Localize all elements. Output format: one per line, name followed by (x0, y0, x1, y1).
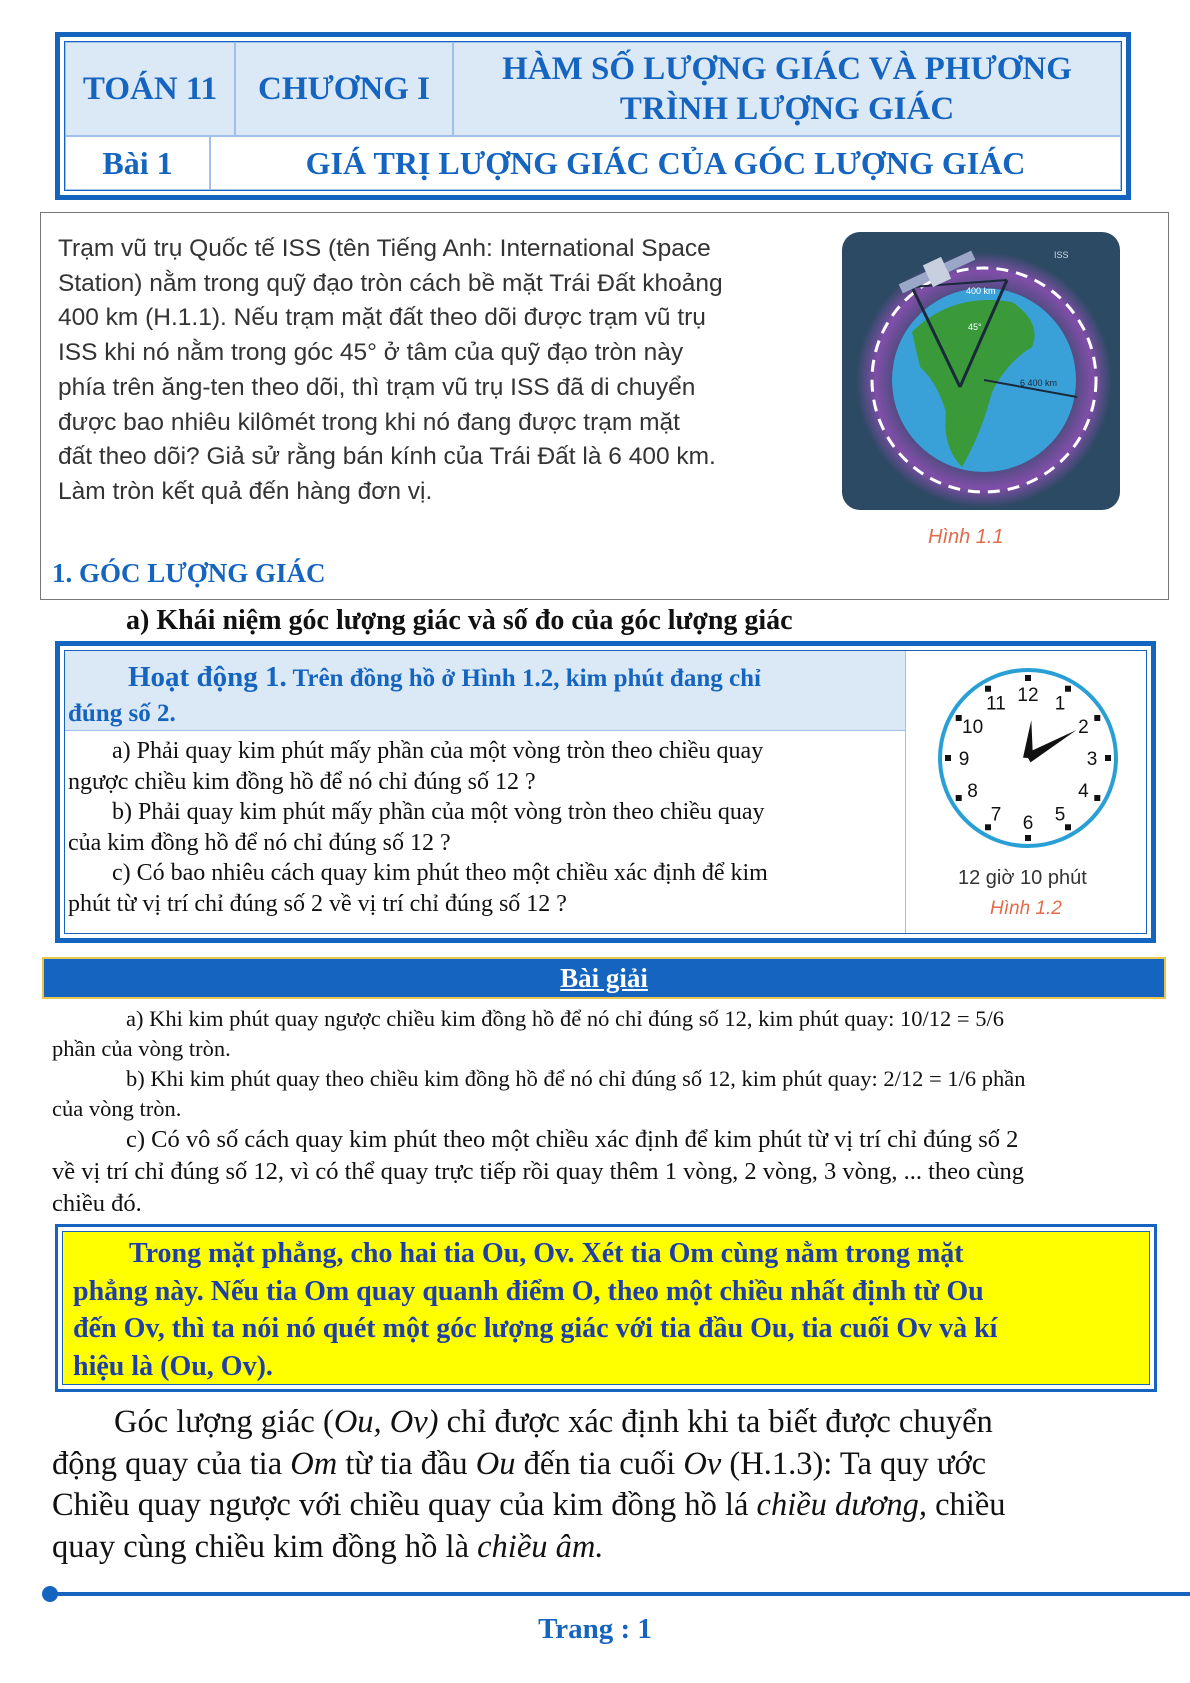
clock-number: 1 (1054, 693, 1066, 715)
definition-line1: Trong mặt phẳng, cho hai tia Ou, Ov. Xét tia Om cùng nằm trong mặt (129, 1238, 964, 1269)
intro-line: được bao nhiêu kilômét trong khi nó đang được trạm mặt (58, 408, 680, 436)
intro-line: Làm tròn kết quả đến hàng đơn vị. (58, 477, 433, 505)
text-run-italic: Ou (475, 1445, 516, 1482)
chapter-title-line1: HÀM SỐ LƯỢNG GIÁC VÀ PHƯƠNG (502, 51, 1072, 87)
clock-number: 12 (1017, 685, 1039, 706)
intro-line: Trạm vũ trụ Quốc tế ISS (tên Tiếng Anh: International Space (58, 235, 711, 262)
clock-tick (1105, 755, 1111, 761)
definition-line3: đến Ov, thì ta nói nó quét một góc lượng giác với tia đầu Ou, tia cuối Ov và kí (73, 1313, 998, 1344)
paragraph-line2 (52, 1444, 1162, 1486)
solution-a-line2: phần của vòng tròn. (52, 1036, 231, 1061)
text-run: từ tia đầu (337, 1445, 476, 1482)
clock-tick (956, 795, 962, 801)
text-run-italic: chiều âm. (477, 1528, 604, 1565)
orientation-paragraph (52, 1402, 1162, 1568)
clock-tick (956, 715, 962, 721)
clock-tick (1094, 715, 1100, 721)
solution-b-line1: b) Khi kim phút quay theo chiều kim đồng hồ để nó chỉ đúng số 12, kim phút quay: 2/12 = 1/6 phần (126, 1066, 1026, 1091)
text-run: đến tia cuối (515, 1445, 684, 1482)
clock-number: 10 (962, 717, 984, 738)
intro-line: phía trên ăng-ten theo dõi, thì trạm vũ trụ ISS đã di chuyển (58, 373, 696, 401)
solution-a (52, 1004, 1172, 1064)
figure-1-2-caption: Hình 1.2 (990, 898, 1062, 919)
clock-number: 3 (1086, 749, 1098, 770)
text-run-italic: Ou, Ov) (333, 1404, 439, 1440)
solution-b (52, 1064, 1172, 1124)
clock-number: 2 (1078, 717, 1089, 738)
text-run: chỉ được xác định khi ta biết được chuyển (438, 1404, 993, 1440)
clock-number: 5 (1054, 804, 1066, 826)
subject-label: TOÁN 11 (65, 42, 235, 136)
page-header (55, 32, 1131, 200)
activity-questions (68, 736, 898, 919)
clock-figure (928, 658, 1128, 858)
question-c-line1: c) Có bao nhiêu cách quay kim phút theo một chiều xác định để kim (112, 860, 768, 886)
clock-time-label: 12 giờ 10 phút (958, 867, 1087, 889)
intro-line: 400 km (H.1.1). Nếu trạm mặt đất theo dõi được trạm vũ trụ (58, 304, 706, 332)
angle-label: 45° (968, 322, 982, 332)
paragraph-line4 (52, 1527, 1162, 1569)
radius-label: 6 400 km (1020, 378, 1058, 388)
activity-header (65, 651, 905, 731)
iss-orbit-figure (842, 232, 1120, 510)
activity-intro-line2: đúng số 2. (68, 700, 176, 727)
intro-problem-text (58, 232, 788, 510)
activity-title (68, 661, 895, 733)
question-a-line1: a) Phải quay kim phút mấy phần của một vòng tròn theo chiều quay (112, 738, 764, 764)
clock-tick (1025, 675, 1031, 681)
solution-title: Bài giải (560, 962, 648, 993)
text-run-italic: Ov (683, 1445, 722, 1482)
solution-c-line1: c) Có vô số cách quay kim phút theo một chiều xác định để kim phút từ vị trí chỉ đúng số 2 (126, 1126, 1019, 1153)
section-heading: 1. GÓC LƯỢNG GIÁC (52, 558, 326, 588)
clock-tick (1065, 824, 1071, 830)
text-run: chiều (927, 1487, 1006, 1523)
intro-line: đất theo dõi? Giả sử rằng bán kính của Trái Đất là 6 400 km. (58, 443, 716, 471)
clock-number: 6 (1022, 813, 1034, 834)
clock-number: 8 (967, 781, 978, 802)
question-b-line1: b) Phải quay kim phút mấy phần của một vòng tròn theo chiều quay (112, 799, 765, 825)
definition-box (55, 1224, 1157, 1392)
activity-label: Hoạt động 1. (128, 661, 287, 693)
footer-rule (40, 1586, 1190, 1602)
clock-number: 9 (958, 749, 970, 770)
definition-line4: hiệu là (Ou, Ov). (73, 1350, 273, 1382)
text-run-italic: Om (290, 1445, 338, 1482)
intro-line: Station) nằm trong quỹ đạo tròn cách bề mặt Trái Đất khoảng (58, 269, 723, 297)
clock-tick (985, 686, 991, 692)
chapter-label: CHƯƠNG I (235, 42, 453, 136)
page-number: Trang : 1 (538, 1613, 652, 1645)
definition-text (73, 1235, 1139, 1385)
text-run: Chiều quay ngược với chiều quay của kim đồng hồ lá (52, 1487, 757, 1523)
clock-number: 4 (1078, 781, 1089, 802)
text-run-italic: chiều dương, (756, 1487, 927, 1523)
chapter-title-line2: TRÌNH LƯỢNG GIÁC (619, 91, 955, 127)
question-a-line2: ngược chiều kim đồng hồ để nó chỉ đúng số 12 ? (68, 768, 536, 795)
clock-number: 11 (986, 693, 1006, 715)
question-b-line2: của kim đồng hồ để nó chỉ đúng số 12 ? (68, 829, 451, 856)
paragraph-line1 (52, 1402, 1162, 1444)
clock-tick (1025, 835, 1031, 841)
text-run: Góc lượng giác ( (114, 1404, 334, 1440)
solution-c-line3: chiều đó. (52, 1190, 142, 1217)
section-subheading: a) Khái niệm góc lượng giác và số đo của góc lượng giác (126, 605, 793, 636)
activity-intro: Trên đồng hồ ở Hình 1.2, kim phút đang chỉ (286, 665, 761, 692)
solution-banner (42, 957, 1166, 999)
clock-tick (945, 755, 951, 761)
lesson-label: Bài 1 (65, 136, 210, 190)
clock-tick (1094, 795, 1100, 801)
definition-line2: phẳng này. Nếu tia Om quay quanh điểm O, theo một chiều nhất định từ Ou (73, 1275, 984, 1307)
solution-a-line1: a) Khi kim phút quay ngược chiều kim đồng hồ để nó chỉ đúng số 12, kim phút quay: 10/12 = 5/6 (126, 1006, 1004, 1031)
lesson-title: GIÁ TRỊ LƯỢNG GIÁC CỦA GÓC LƯỢNG GIÁC (210, 136, 1121, 190)
solution-b-line2: của vòng tròn. (52, 1096, 182, 1121)
text-run: quay cùng chiều kim đồng hồ là (52, 1528, 478, 1565)
activity-divider (905, 651, 906, 933)
paragraph-line3 (52, 1485, 1162, 1527)
text-run: động quay của tia (52, 1445, 291, 1482)
question-c-line2: phút từ vị trí chỉ đúng số 2 về vị trí chỉ đúng số 12 ? (68, 890, 567, 917)
figure-1-1-caption: Hình 1.1 (928, 526, 1004, 548)
clock-tick (1065, 686, 1071, 692)
chapter-title (453, 42, 1121, 136)
iss-label: ISS (1054, 250, 1069, 260)
text-run: (H.1.3): Ta quy ước (721, 1445, 987, 1482)
intro-line: ISS khi nó nằm trong góc 45° ở tâm của quỹ đạo tròn này (58, 339, 684, 367)
solution-c-line2: về vị trí chỉ đúng số 12, vì có thể quay trực tiếp rồi quay thêm 1 vòng, 2 vòng, 3 vòng, ... theo cùng (52, 1158, 1025, 1185)
altitude-label: 400 km (966, 286, 996, 296)
solution-c (52, 1124, 1172, 1220)
clock-number: 7 (990, 804, 1002, 826)
